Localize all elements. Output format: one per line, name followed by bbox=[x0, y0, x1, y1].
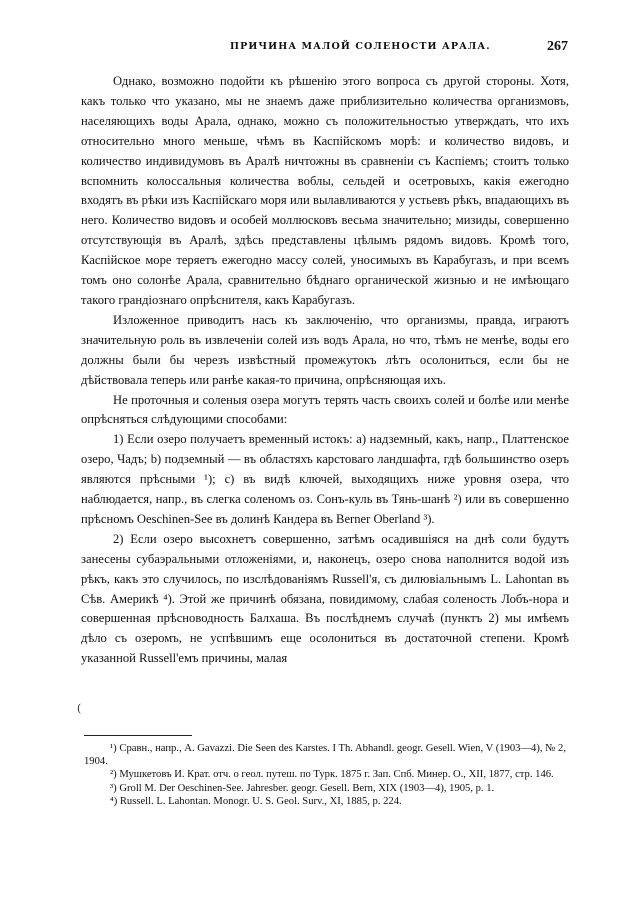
footnote-4: ⁴) Russell. L. Lahontan. Monogr. U. S. Geol. Surv., XI, 1885, p. 224. bbox=[110, 795, 402, 807]
main-text bbox=[81, 72, 569, 669]
footnote-1: ¹) Сравн., напр., A. Gavazzi. Die Seen des Karstes. I Th. Abhandl. geogr. Gesell. Wien, V (1903—4), № 2, 1904. bbox=[84, 743, 566, 768]
page-number: 267 bbox=[547, 39, 568, 54]
margin-mark: ( bbox=[77, 702, 82, 715]
footnote-3: ³) Groll M. Der Oeschinen-See. Jahresber. geogr. Gesell. Bern, XIX (1903—4), 1905, p. 1. bbox=[110, 782, 495, 794]
footnote-divider bbox=[84, 735, 192, 736]
paragraph-3: Не проточныя и соленыя озера могутъ терять часть своихъ солей и болѣе или менѣе опрѣсняться слѣдующими способами: bbox=[81, 392, 569, 427]
paragraph-5: 2) Если озеро высохнетъ совершенно, затѣмъ осадившіяся на днѣ соли будутъ занесены субаэральными отложеніями, и, наконецъ, озеро снова наполнится водой изъ рѣкъ, какъ это случилось, по изслѣдованіямъ Russell'я, съ дилювіальнымъ L. Lahontan въ Сѣв. Америкѣ ⁴). Этой же причинѣ обязана, повидимому, слабая соленость Лобъ-нора и совершенная прѣсноводность Балхаша. Въ послѣднемъ случаѣ (пунктъ 2) мы имѣемъ дѣло съ озеромъ, не успѣвшимъ еще осолониться въ достаточной степени. Кромѣ указанной Russell'емъ причины, малая bbox=[81, 531, 569, 666]
page-header bbox=[88, 39, 568, 55]
paragraph-4: 1) Если озеро получаетъ временный истокъ: а) надземный, какъ, напр., Платтенское озеро, Чадъ; b) подземный — въ областяхъ карстоваго ландшафта, гдѣ большинство озеръ являются прѣсными ¹); с) въ видѣ ключей, выходящихъ ниже уровня озера, что наблюдается, напр., въ слегка соленомъ оз. Сонъ-куль въ Тянь-шанѣ ²) или въ совершенно прѣсномъ Oeschinen-See въ долинѣ Кандера въ Berner Oberland ³). bbox=[81, 432, 569, 526]
paragraph-2: Изложенное приводитъ насъ къ заключенію, что организмы, правда, играютъ значительную роль въ извлеченіи солей изъ водъ Арала, но что, тѣмъ не менѣе, воды его должны были бы черезъ извѣстный промежутокъ лѣтъ осолониться, если бы не дѣйствовала теперь или ранѣе какая-то причина, опрѣсняющая ихъ. bbox=[81, 312, 569, 387]
running-title: ПРИЧИНА МАЛОЙ СОЛЕНОСТИ АРАЛА. bbox=[230, 41, 491, 52]
footnotes bbox=[84, 742, 566, 808]
paragraph-1: Однако, возможно подойти къ рѣшенію этого вопроса съ другой стороны. Хотя, какъ только что указано, мы не знаемъ даже приблизительно количества организмовъ, населяющихъ воды Арала, однако, можно съ положительностью утверждать, что ихъ относительно много меньше, чѣмъ въ Каспійскомъ морѣ: и количество видовъ, и количество индивидумовъ въ Аралѣ ничтожны въ сравненіи съ Каспіемъ; стоитъ только вспомнить колоссальныя количества воблы, сельдей и осетровыхъ, какія ежегодно входятъ въ рѣки изъ Каспійскаго моря или вылавливаются у устьевъ рѣкъ, впадающихъ въ него. Количество видовъ и особей моллюсковъ весьма значительно; мизиды, совершенно отсутствующія въ Аралѣ, здѣсь представлены цѣлымъ рядомъ видовъ. Кромѣ того, Каспійское море теряетъ ежегодно массу солей, уносимыхъ въ Карабугазъ, и при всемъ томъ оно солонѣе Арала, сравнительно бѣднаго органической жизнью и не имѣющаго такого грандіознаго опрѣснителя, какъ Карабугазъ. bbox=[81, 74, 569, 307]
footnote-2: ²) Мушкетовъ И. Крат. отч. о геол. путеш. по Турк. 1875 г. Зап. Спб. Минер. О., XII, 1877, стр. 146. bbox=[110, 769, 554, 781]
